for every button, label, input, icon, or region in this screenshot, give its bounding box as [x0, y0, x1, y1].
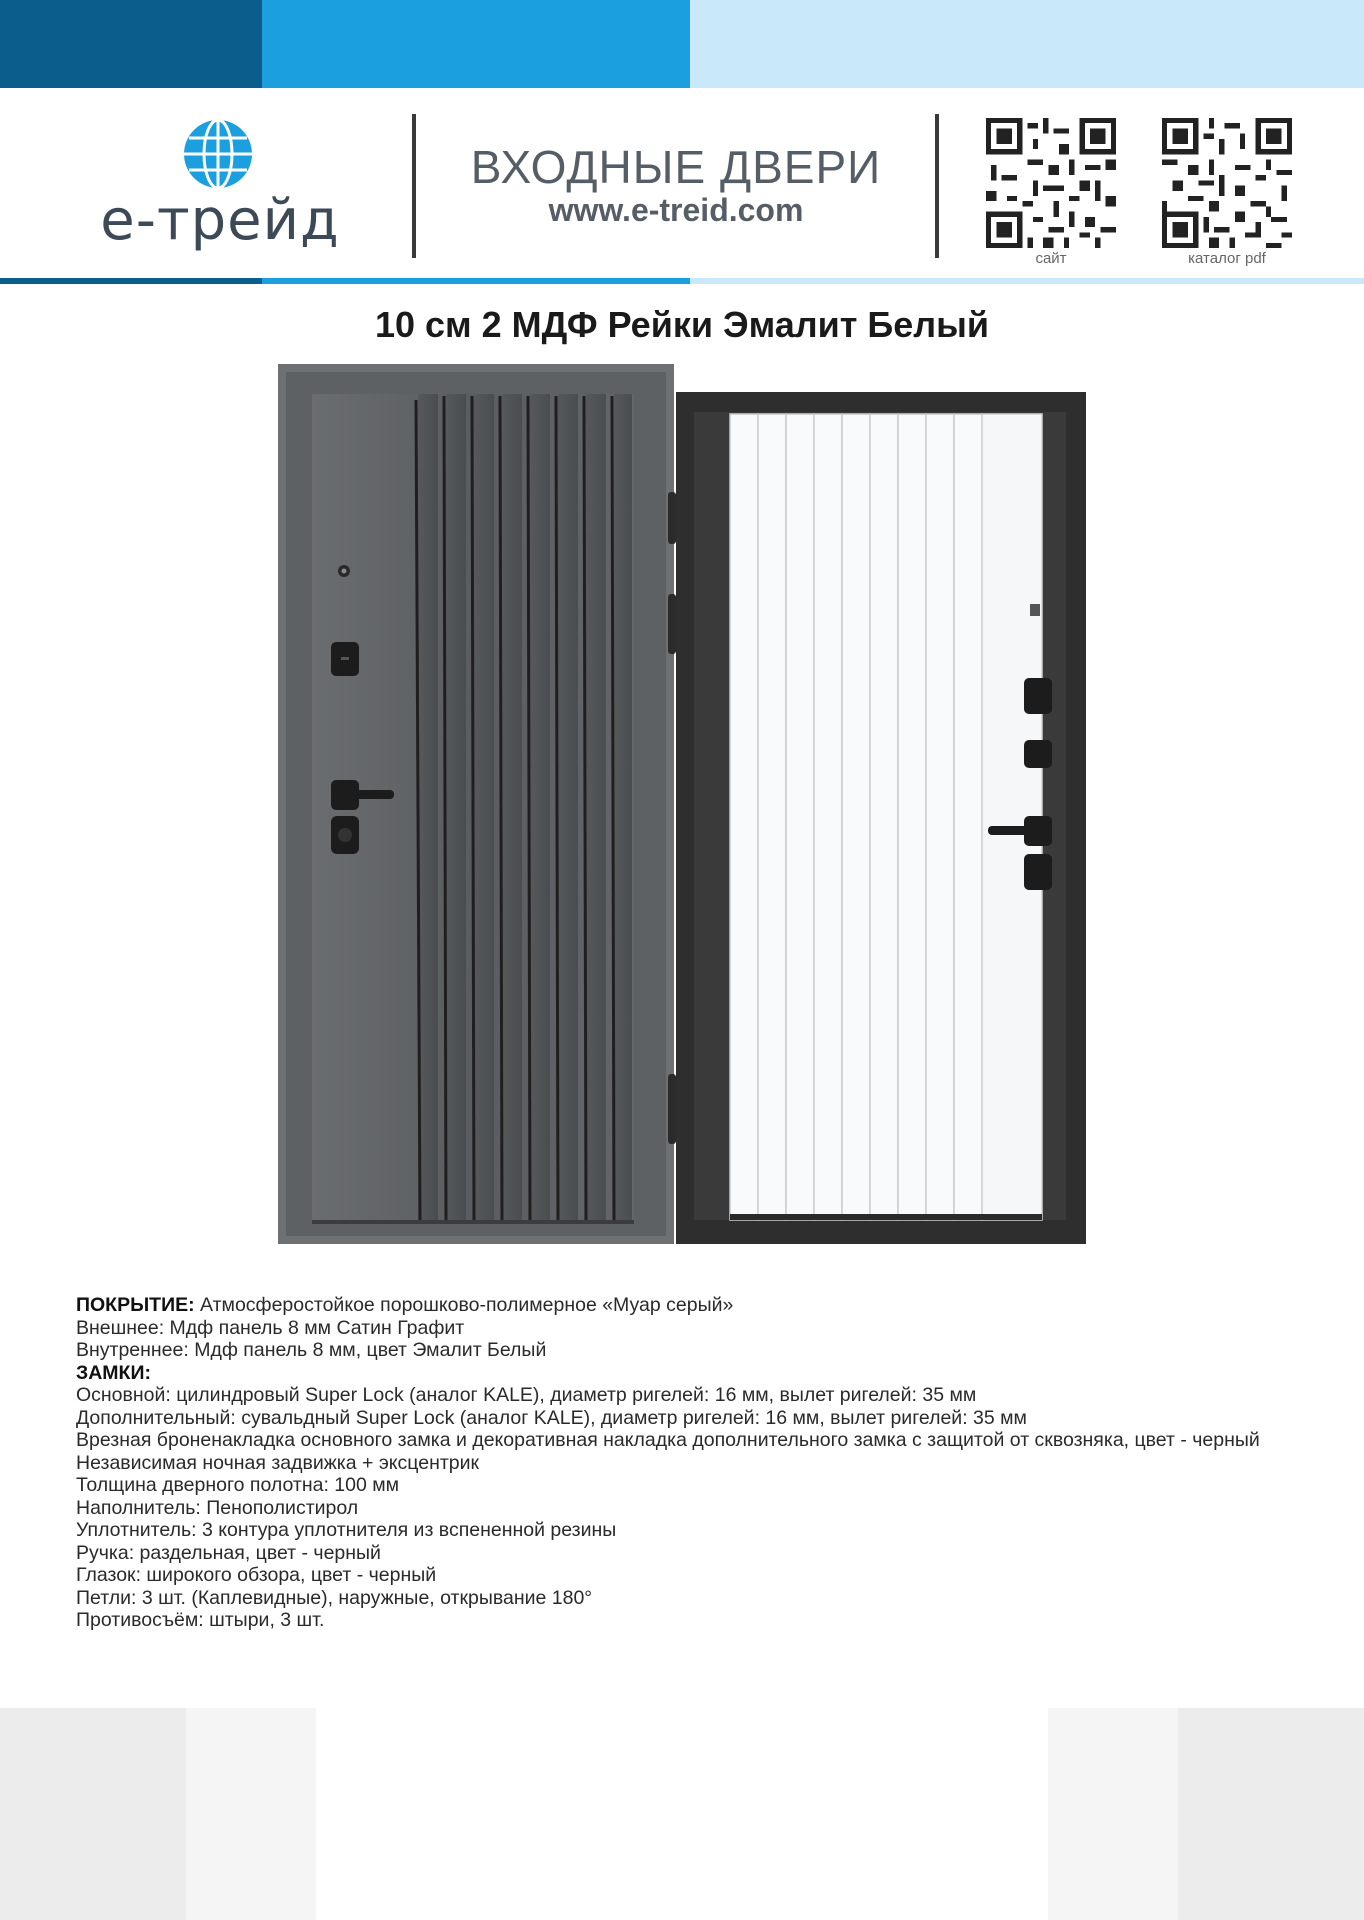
qr-code-site[interactable] [986, 118, 1116, 248]
qr-caption-site: сайт [1035, 250, 1067, 267]
spec-locks-label: ЗАМКИ: [76, 1361, 151, 1384]
inner-door [676, 392, 1086, 1244]
spec-locks-heading [76, 1362, 1296, 1385]
header-title: ВХОДНЫЕ ДВЕРИ [470, 141, 882, 193]
inner-main-lock-plate [1024, 854, 1052, 890]
night-latch [1030, 604, 1040, 616]
footer-block [186, 1708, 316, 1920]
spec-filler: Наполнитель: Пенополистирол [76, 1496, 359, 1519]
qr-code-catalog[interactable] [1162, 118, 1292, 248]
header-divider [412, 114, 416, 258]
spec-seal: Уплотнитель: 3 контура уплотнителя из вспененной резины [76, 1519, 617, 1541]
spec-night-latch: Независимая ночная задвижка + эксцентрик [76, 1451, 480, 1474]
spec-outer: Внешнее: Мдф панель 8 мм Сатин Графит [76, 1316, 465, 1339]
qr-caption-catalog: каталог pdf [1188, 250, 1266, 267]
product-title: 10 см 2 МДФ Рейки Эмалит Белый [374, 304, 990, 345]
header-rule-dark [0, 278, 262, 284]
door-product-image [278, 362, 1086, 1246]
spec-lock-extra: Дополнительный: сувальдный Super Lock (аналог KALE), диаметр ригелей: 16 мм, вылет ригелей: 35 мм [76, 1406, 1027, 1429]
spec-inner: Внутреннее: Мдф панель 8 мм, цвет Эмалит Белый [76, 1339, 547, 1361]
door-handle [338, 790, 394, 799]
spec-coating-label: ПОКРЫТИЕ: [76, 1294, 195, 1316]
globe-icon [180, 116, 256, 192]
header-band-dark [0, 0, 262, 88]
logo-wordmark: е-трейд [100, 188, 340, 253]
spec-coating-value: Атмосферостойкое порошково-полимерное «Муар серый» [194, 1294, 734, 1316]
spec-hinges: Петли: 3 шт. (Каплевидные), наружные, открывание 180° [76, 1586, 593, 1609]
footer-block [1048, 1708, 1178, 1920]
spec-anti-removal: Противосъём: штыри, 3 шт. [76, 1609, 325, 1631]
hinge [668, 1074, 676, 1144]
header-divider [935, 114, 939, 258]
spec-handle: Ручка: раздельная, цвет - черный [76, 1541, 381, 1564]
spec-peephole: Глазок: широкого обзора, цвет - черный [76, 1564, 437, 1586]
spec-thickness: Толщина дверного полотна: 100 мм [76, 1474, 400, 1496]
header-rule-light [690, 278, 1364, 284]
header-website-link[interactable]: www.e-treid.com [548, 192, 804, 228]
spec-armor-plate: Врезная броненакладка основного замка и декоративная накладка дополнительного замка с защитой от сквозняка, цвет - черный [76, 1429, 1260, 1451]
logo [70, 112, 370, 262]
header-band-light [690, 0, 1364, 88]
footer-block [0, 1708, 186, 1920]
inner-turn-knob [1024, 740, 1052, 768]
hinge [668, 492, 676, 544]
spec-list [76, 1294, 1296, 1632]
inner-lock-plate [1024, 678, 1052, 714]
inner-door-slats [730, 414, 982, 1220]
header-band-blue [262, 0, 690, 88]
spec-coating [76, 1294, 1296, 1317]
hinge [668, 594, 676, 654]
inner-door-handle [988, 826, 1048, 835]
footer-block [1178, 1708, 1364, 1920]
outer-door [278, 364, 676, 1244]
spec-lock-main: Основной: цилиндровый Super Lock (аналог KALE), диаметр ригелей: 16 мм, вылет ригелей: 35 мм [76, 1384, 977, 1406]
header-rule-blue [262, 278, 690, 284]
